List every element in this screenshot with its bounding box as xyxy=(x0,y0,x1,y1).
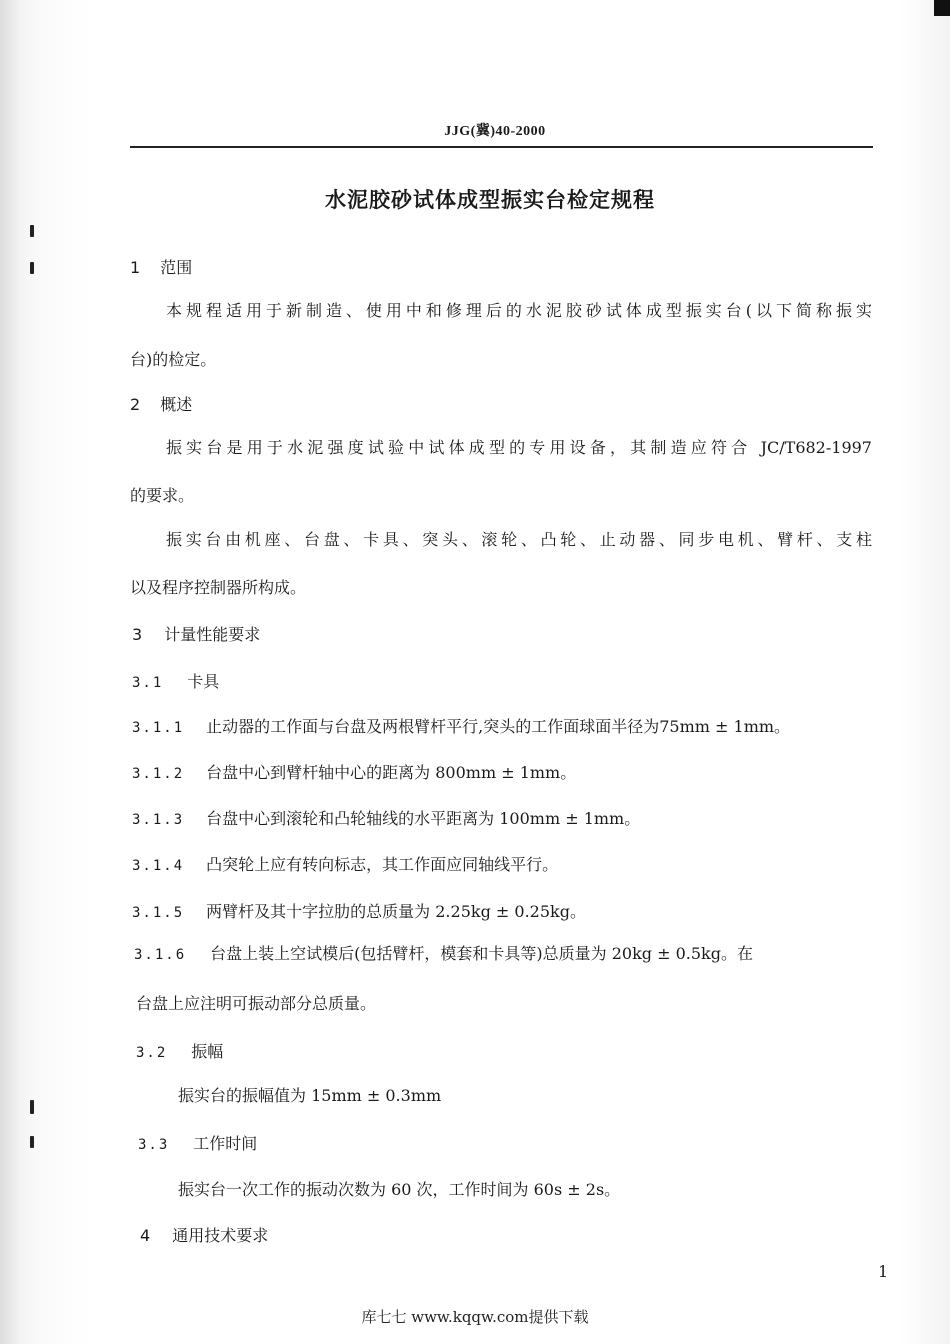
standard-code: JJG(冀)40-2000 xyxy=(444,124,546,139)
clause-3-1-5 xyxy=(132,901,586,924)
clause-3-1-2 xyxy=(132,762,576,785)
scan-corner-mark xyxy=(934,0,950,16)
section-title: 通用技术要求 xyxy=(172,1226,269,1245)
clause-text: 凸突轮上应有转向标志，其工作面应同轴线平行。 xyxy=(206,855,559,874)
clause-text: 台盘上装上空试模后(包括臂杆，模套和卡具等)总质量为 20kg ± 0.5kg。在 xyxy=(210,944,753,963)
binding-hole-mark xyxy=(30,1100,34,1114)
footer-source-text: 库七七 www.kqqw.com提供下载 xyxy=(361,1308,589,1326)
clause-3-1-4 xyxy=(132,854,558,877)
section-title: 范围 xyxy=(160,258,193,277)
binding-hole-mark xyxy=(30,262,34,274)
section-4-heading xyxy=(140,1225,268,1247)
paragraph-line: 振实台由机座、台盘、卡具、突头、滚轮、凸轮、止动器、同步电机、臂杆、支柱 xyxy=(166,530,872,549)
paragraph-line: 台盘上应注明可振动部分总质量。 xyxy=(136,994,377,1013)
section-3-1-heading xyxy=(132,671,219,694)
section-3-3-heading xyxy=(138,1133,257,1156)
section-number: 1 xyxy=(130,258,141,277)
section-number: 4 xyxy=(140,1226,151,1245)
section-1-heading xyxy=(130,257,192,279)
section-3-2-heading xyxy=(136,1041,223,1064)
clause-text: 台盘中心到滚轮和凸轮轴线的水平距离为 100mm ± 1mm。 xyxy=(206,809,641,828)
section-number: 2 xyxy=(130,395,141,414)
section-title: 计量性能要求 xyxy=(164,625,261,644)
section-number: 3.2 xyxy=(136,1045,168,1061)
section-number: 3.1 xyxy=(132,675,164,691)
paragraph-line: 台)的检定。 xyxy=(130,350,217,369)
binding-hole-mark xyxy=(30,1136,34,1148)
clause-3-1-1 xyxy=(132,716,790,739)
section-title: 概述 xyxy=(160,395,193,414)
clause-number: 3.1.4 xyxy=(132,858,185,874)
paragraph-line: 以及程序控制器所构成。 xyxy=(130,578,307,597)
paragraph-line: 振实台的振幅值为 15mm ± 0.3mm xyxy=(178,1086,442,1105)
section-3-heading xyxy=(132,624,260,646)
clause-text: 止动器的工作面与台盘及两根臂杆平行,突头的工作面球面半径为75mm ± 1mm。 xyxy=(206,717,791,736)
section-number: 3.3 xyxy=(138,1137,170,1153)
binding-hole-mark xyxy=(30,225,34,237)
section-title: 工作时间 xyxy=(193,1134,258,1153)
clause-number: 3.1.3 xyxy=(132,812,185,828)
paragraph-line: 本规程适用于新制造、使用中和修理后的水泥胶砂试体成型振实台(以下简称振实 xyxy=(166,301,872,320)
clause-number: 3.1.1 xyxy=(132,720,185,736)
clause-text: 两臂杆及其十字拉肋的总质量为 2.25kg ± 0.25kg。 xyxy=(206,902,586,921)
section-title: 振幅 xyxy=(191,1042,224,1061)
page-title: 水泥胶砂试体成型振实台检定规程 xyxy=(325,188,655,212)
clause-3-1-3 xyxy=(132,808,640,831)
paragraph-line: 的要求。 xyxy=(130,486,195,505)
clause-number: 3.1.6 xyxy=(134,947,187,963)
clause-number: 3.1.5 xyxy=(132,905,185,921)
paragraph-line: 振实台是用于水泥强度试验中试体成型的专用设备，其制造应符合 JC/T682-1997 xyxy=(166,438,872,457)
section-title: 卡具 xyxy=(187,672,220,691)
clause-text: 台盘中心到臂杆轴中心的距离为 800mm ± 1mm。 xyxy=(206,763,577,782)
section-2-heading xyxy=(130,394,192,416)
header-rule xyxy=(130,146,873,148)
section-number: 3 xyxy=(132,625,143,644)
page-number: 1 xyxy=(878,1262,889,1281)
paragraph-line: 振实台一次工作的振动次数为 60 次，工作时间为 60s ± 2s。 xyxy=(178,1180,621,1199)
clause-3-1-6 xyxy=(134,943,753,966)
clause-number: 3.1.2 xyxy=(132,766,185,782)
